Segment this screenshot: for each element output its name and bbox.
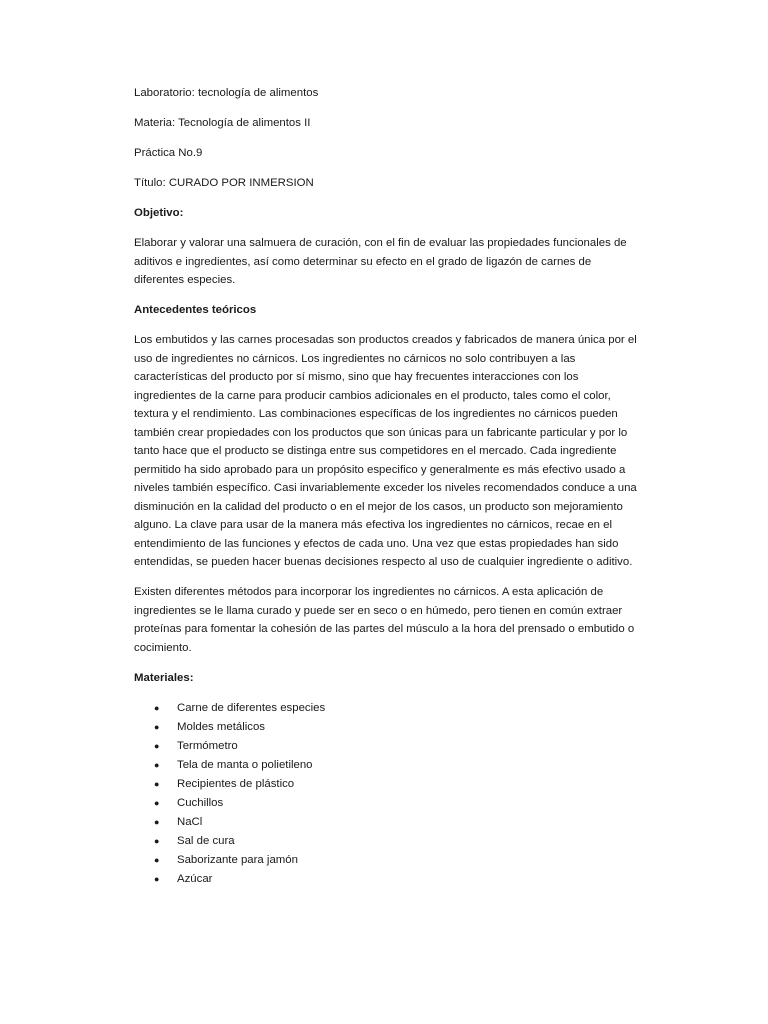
antecedentes-paragraph-1: Los embutidos y las carnes procesadas son productos creados y fabricados de manera única por el uso de ingredientes no cárnicos. Los ingredientes no cárnicos no solo contribuyen a las características del producto por sí mismo, sino que hay frecuentes interacciones con los ingredientes de la carne para producir cambios adicionales en el producto, tales como el color, textura y el rendimiento. Las combinaciones específicas de los ingredientes no cárnicos pueden también crear propiedades con los productos que son únicas para un fabricante particular y por lo tanto hace que el producto se distinga entre sus competidores en el mercado. Cada ingrediente permitido ha sido aprobado para un propósito especifico y generalmente es más efectivo usado a niveles también específico. Casi invariablemente exceder los niveles recomendados conduce a una disminución en la calidad del producto o en el mejor de los casos, un producto son mejoramiento alguno. La clave para usar de la manera más efectiva los ingredientes no cárnicos, recae en el entendimiento de las funciones y efectos de cada uno. Una vez que estas propiedades han sido entendidas, se pueden hacer buenas decisiones respecto al uso de cualquier ingrediente o aditivo. bbox=[134, 334, 637, 568]
practica-line: Práctica No.9 bbox=[134, 147, 203, 159]
list-item-label: Azúcar bbox=[177, 872, 213, 885]
bullet-icon: ● bbox=[154, 816, 160, 827]
list-item bbox=[134, 851, 638, 870]
list-item bbox=[134, 718, 638, 737]
bullet-icon: ● bbox=[154, 778, 160, 789]
bullet-icon: ● bbox=[154, 759, 160, 770]
materials-list bbox=[134, 699, 638, 889]
bullet-icon: ● bbox=[154, 873, 160, 884]
document-page bbox=[134, 84, 638, 889]
bullet-icon: ● bbox=[154, 854, 160, 865]
list-item-label: Termómetro bbox=[177, 739, 238, 752]
objetivo-heading: Objetivo: bbox=[134, 207, 184, 219]
list-item bbox=[134, 737, 638, 756]
list-item bbox=[134, 870, 638, 889]
list-item bbox=[134, 699, 638, 718]
bullet-icon: ● bbox=[154, 835, 160, 846]
list-item bbox=[134, 794, 638, 813]
antecedentes-paragraph-2: Existen diferentes métodos para incorporar los ingredientes no cárnicos. A esta aplicación de ingredientes se le llama curado y puede ser en seco o en húmedo, pero tienen en común extraer proteínas para fomentar la cohesión de las partes del músculo a la hora del prensado o embutido o cocimiento. bbox=[134, 586, 635, 654]
list-item-label: Carne de diferentes especies bbox=[177, 701, 326, 714]
bullet-icon: ● bbox=[154, 702, 160, 713]
bullet-icon: ● bbox=[154, 797, 160, 808]
materiales-heading: Materiales: bbox=[134, 671, 194, 684]
list-item-label: Tela de manta o polietileno bbox=[177, 758, 313, 771]
list-item-label: NaCl bbox=[177, 815, 203, 828]
list-item-label: Sal de cura bbox=[177, 834, 235, 847]
bullet-icon: ● bbox=[154, 721, 160, 732]
bullet-icon: ● bbox=[154, 740, 160, 751]
antecedentes-heading: Antecedentes teóricos bbox=[134, 304, 257, 316]
materia-line: Materia: Tecnología de alimentos II bbox=[134, 117, 311, 129]
laboratorio-line: Laboratorio: tecnología de alimentos bbox=[134, 87, 319, 99]
list-item-label: Saborizante para jamón bbox=[177, 853, 298, 866]
titulo-line: Título: CURADO POR INMERSION bbox=[134, 177, 314, 189]
list-item-label: Cuchillos bbox=[177, 796, 224, 809]
list-item-label: Moldes metálicos bbox=[177, 720, 265, 733]
list-item bbox=[134, 813, 638, 832]
list-item-label: Recipientes de plástico bbox=[177, 777, 295, 790]
list-item bbox=[134, 832, 638, 851]
objetivo-text: Elaborar y valorar una salmuera de curación, con el fin de evaluar las propiedades funcionales de aditivos e ingredientes, así como determinar su efecto en el grado de ligazón de carnes de diferentes especies. bbox=[134, 237, 627, 286]
list-item bbox=[134, 775, 638, 794]
list-item bbox=[134, 756, 638, 775]
